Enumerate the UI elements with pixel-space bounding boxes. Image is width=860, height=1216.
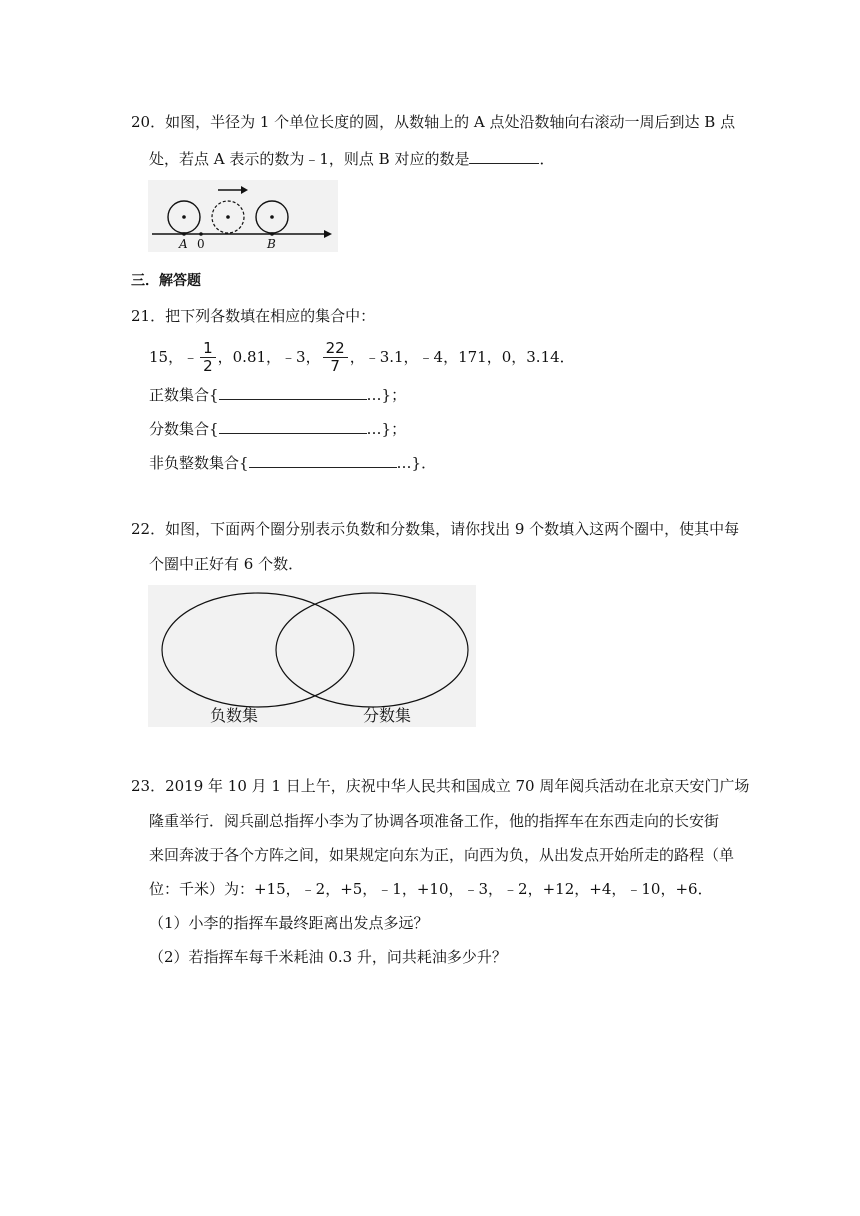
- q23-line3: 来回奔波于各个方阵之间，如果规定向东为正，向西为负，从出发点开始所走的路程（单: [149, 846, 735, 864]
- number-line-figure: [148, 180, 338, 252]
- set-positive-blank[interactable]: [219, 383, 367, 400]
- q23-line2: 隆重举行．阅兵副总指挥小李为了协调各项准备工作，他的指挥车在东西走向的长安街: [149, 812, 720, 830]
- q20-line2-text: 处，若点 A 表示的数为﹣1，则点 B 对应的数是: [149, 150, 470, 168]
- point-b: [270, 232, 274, 236]
- rolling-circle-center: [226, 215, 230, 219]
- q20-line2: [149, 147, 555, 169]
- label-b: B: [267, 237, 276, 251]
- negative-set-caption: 负数集: [210, 706, 259, 725]
- q23-part2: （2）若指挥车每千米耗油 0.3 升，问共耗油多少升？: [149, 948, 507, 966]
- q23-part1: （1）小李的指挥车最终距离出发点多远？: [149, 914, 429, 932]
- set-fraction-end: …}；: [366, 420, 407, 438]
- fraction-one-half: [200, 340, 216, 375]
- venn-diagram: [148, 585, 476, 727]
- set-nonneg-int-blank[interactable]: [249, 451, 397, 468]
- point-a: [182, 232, 186, 236]
- label-0: 0: [197, 237, 205, 251]
- end-circle-center: [270, 215, 274, 219]
- section-title: 三．解答题: [131, 273, 201, 289]
- label-a: A: [179, 237, 188, 251]
- set-positive-end: …}；: [366, 386, 407, 404]
- q20-line1: 20．如图，半径为 1 个单位长度的圆，从数轴上的 A 点处沿数轴向右滚动一周后到达 B 点: [131, 113, 736, 131]
- q22-line1: 22．如图，下面两个圈分别表示负数和分数集，请你找出 9 个数填入这两个圈中，使其中每: [131, 520, 740, 538]
- q21-set-nonneg-int: [149, 451, 436, 473]
- frac2-denominator: 7: [330, 356, 340, 375]
- q20-answer-blank[interactable]: [469, 147, 539, 164]
- q23-line1: 23．2019 年 10 月 1 日上午，庆祝中华人民共和国成立 70 周年阅兵活动在北京天安门广场: [131, 777, 750, 795]
- q20-line2-end: ．: [539, 150, 555, 168]
- frac1-denominator: 2: [203, 356, 213, 375]
- q21-nums-c: ，﹣3.1，﹣4，171，0，3.14．: [349, 348, 575, 366]
- frac1-numerator: 1: [200, 340, 216, 358]
- q21-intro: 21．把下列各数填在相应的集合中：: [131, 307, 376, 325]
- set-positive-label: 正数集合{: [149, 386, 219, 404]
- fraction-set-caption: 分数集: [363, 706, 412, 725]
- q21-nums-a: 15，﹣: [149, 348, 199, 366]
- q21-set-fraction: [149, 417, 406, 439]
- set-nonneg-int-label: 非负整数集合{: [149, 454, 249, 472]
- set-nonneg-int-end: …}．: [396, 454, 437, 472]
- q21-nums-b: ，0.81，﹣3，: [217, 348, 321, 366]
- set-fraction-blank[interactable]: [219, 417, 367, 434]
- q23-line4: 位：千米）为：+15，﹣2，+5，﹣1，+10，﹣3，﹣2，+12，+4，﹣10，+6．: [149, 880, 713, 898]
- fraction-22-7: [323, 340, 348, 375]
- q21-number-list: [149, 340, 575, 374]
- q22-line2: 个圈中正好有 6 个数．: [149, 555, 304, 573]
- start-circle-center: [182, 215, 186, 219]
- point-0: [199, 232, 203, 236]
- set-fraction-label: 分数集合{: [149, 420, 219, 438]
- q21-set-positive: [149, 383, 406, 405]
- frac2-numerator: 22: [323, 340, 348, 358]
